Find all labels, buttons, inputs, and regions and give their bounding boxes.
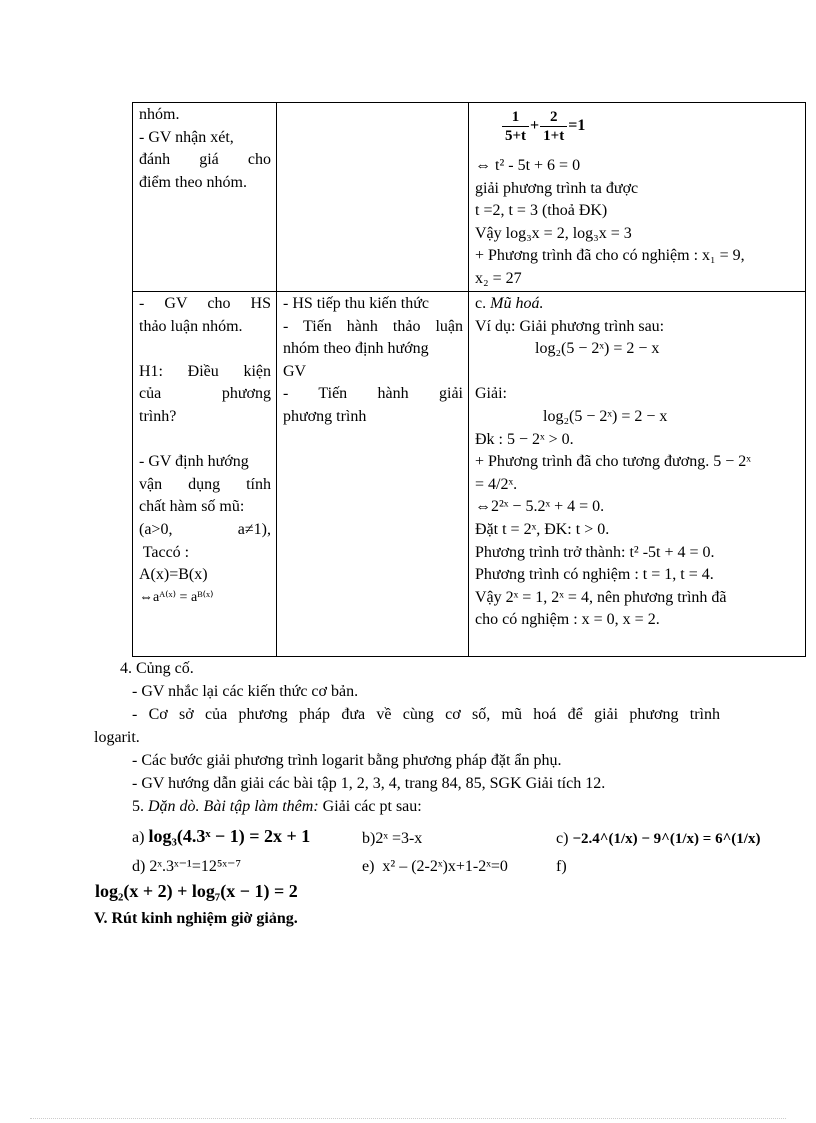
row2-col1-line: vận dụng tính: [139, 475, 271, 493]
exercise-f-equation: log₂(x + 2) + log₇(x − 1) = 2: [95, 881, 298, 901]
blank-line: [475, 361, 800, 384]
exercise-e: e) x² – (2-2ˣ)x+1-2ˣ=0: [362, 858, 508, 875]
row1-col1-line: nhóm.: [139, 106, 180, 123]
row1-col1-line: điểm theo nhóm.: [139, 173, 247, 191]
row1-teacher-cell: [133, 103, 277, 292]
row2-col1-line: (a>0, a≠1),: [139, 520, 271, 538]
row2-col1-line: của phương: [139, 385, 271, 403]
consolidation-item: - Cơ sở của phương pháp đưa về cùng cơ số, mũ hoá để giải phương trình: [132, 706, 720, 723]
exercise-b: b)2ˣ =3-x: [362, 830, 423, 847]
row1-col3-line: x₂ = 27: [475, 269, 522, 287]
exercise-f-label: f): [556, 858, 567, 875]
homework-title: 5. Dặn dò. Bài tập làm thêm: Giải các pt sau:: [132, 798, 422, 815]
row2-col3-line: Đk : 5 − 2ˣ > 0.: [475, 430, 574, 448]
row2-col1-line: H1: Điều kiện: [139, 362, 271, 380]
exercise-d: d) 2ˣ.3ˣ⁻¹=12⁵ˣ⁻⁷: [132, 858, 242, 875]
row2-col3-line: + Phương trình đã cho tương đương. 5 − 2ˣ: [475, 453, 751, 471]
row2-col2-line: - Tiến hành giải: [283, 385, 463, 403]
row2-col3-line: Đặt t = 2ˣ, ĐK: t > 0.: [475, 520, 610, 538]
row2-col3-line: Vậy 2ˣ = 1, 2ˣ = 4, nên phương trình đã: [475, 588, 727, 606]
row2-col3-line: Phương trình trở thành: t² -5t + 4 = 0.: [475, 543, 715, 561]
row2-teacher-cell: [133, 292, 277, 657]
consolidation-item: - GV hướng dẫn giải các bài tập 1, 2, 3, 4, trang 84, 85, SGK Giải tích 12.: [132, 775, 606, 792]
row2-col1-line: - GV cho HS: [139, 295, 271, 312]
row2-col2-line: phương trình: [283, 407, 367, 425]
example-label: Ví dụ: Giải phương trình sau:: [475, 317, 665, 335]
row2-col2-line: - HS tiếp thu kiến thức: [283, 295, 429, 312]
exercise-a: a) log₃(4.3ˣ − 1) = 2x + 1: [132, 826, 311, 846]
lesson-table: [132, 102, 806, 657]
fraction-a: $\frac{1}{5+t}$: [502, 108, 529, 145]
row2-col3-line: = 4/2ˣ.: [475, 475, 518, 493]
row2-col1-line: ⇔aᴬ⁽ˣ⁾ = aᴮ⁽ˣ⁾: [139, 589, 214, 605]
row2-col2-line: nhóm theo định hướng: [283, 340, 429, 358]
row1-col3-line: t =2, t = 3 (thoả ĐK): [475, 202, 608, 220]
row2-col1-line: Taccó :: [139, 543, 190, 561]
row2-col3-line: Phương trình có nghiệm : t = 1, t = 4.: [475, 566, 714, 584]
consolidation-item: logarit.: [94, 729, 140, 746]
row1-content-cell: [469, 103, 806, 292]
consolidation-item: - GV nhắc lại các kiến thức cơ bản.: [132, 683, 359, 700]
consolidation-title: 4. Củng cố.: [120, 660, 194, 677]
row2-student-cell: [277, 292, 469, 657]
footer-divider: [30, 1118, 786, 1119]
row2-col1-line: trình?: [139, 407, 177, 425]
method-heading: c. Mũ hoá.: [475, 295, 544, 312]
row1-col3-line: giải phương trình ta được: [475, 179, 639, 197]
row2-col1-line: [139, 338, 271, 361]
row2-col3-line: ⇔2²ˣ − 5.2ˣ + 4 = 0.: [475, 498, 605, 516]
row2-col1-line: [139, 429, 271, 452]
fraction-b: $\frac{2}{1+t}$: [540, 108, 567, 145]
row1-student-cell: [277, 103, 469, 292]
row2-col2-line: - Tiến hành thảo luận: [283, 317, 463, 335]
row1-col1-line: đánh giá cho: [139, 151, 271, 169]
section-5-title: V. Rút kinh nghiệm giờ giảng.: [94, 910, 298, 927]
example-equation: log₂(5 − 2ˣ) = 2 − x: [535, 340, 660, 358]
row2-col2-line: GV: [283, 362, 307, 380]
table-row: [133, 103, 806, 292]
row1-col3-line: Vậy log₃x = 2, log₃x = 3: [475, 224, 632, 242]
row2-col1-line: chất hàm số mũ:: [139, 498, 245, 516]
row1-col1-line: - GV nhận xét,: [139, 128, 234, 146]
row2-content-cell: [469, 292, 806, 657]
row2-col3-line: cho có nghiệm : x = 0, x = 2.: [475, 611, 660, 629]
fraction-equation: $\frac{1}{5+t}$ + $\frac{2}{1+t}$ =1: [475, 104, 800, 155]
row1-col3-line: + Phương trình đã cho có nghiệm : x₁ = 9,: [475, 247, 745, 265]
solution-label: Giải:: [475, 385, 507, 403]
table-row: [133, 292, 806, 657]
row2-col1-line: - GV định hướng: [139, 453, 249, 471]
solution-equation: log₂(5 − 2ˣ) = 2 − x: [543, 407, 668, 425]
consolidation-item: - Các bước giải phương trình logarit bằng phương pháp đặt ẩn phụ.: [132, 752, 562, 769]
exercise-c: c) −2.4^(1/x) − 9^(1/x) = 6^(1/x): [556, 830, 761, 847]
row2-col1-line: A(x)=B(x): [139, 566, 208, 584]
row2-col1-line: thảo luận nhóm.: [139, 317, 243, 335]
row1-col3-line: ⇔ t² - 5t + 6 = 0: [475, 157, 581, 174]
